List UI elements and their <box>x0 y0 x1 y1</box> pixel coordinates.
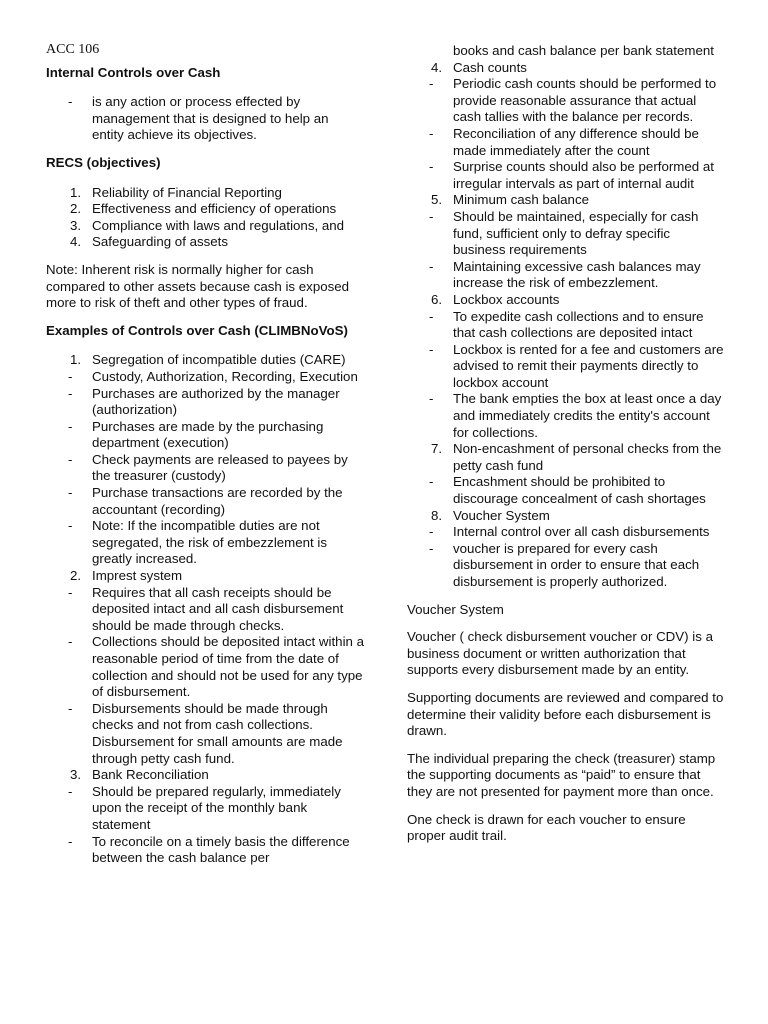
list-item-text: Surprise counts should also be performed at irregular intervals as part of internal audit <box>453 159 714 191</box>
dash-marker: - <box>429 208 434 224</box>
recs-item <box>46 234 364 251</box>
list-item-text: Should be prepared regularly, immediately upon the receipt of the monthly bank statement <box>92 783 341 832</box>
dash-marker: - <box>68 833 73 849</box>
dash-marker: - <box>68 584 73 600</box>
number-marker: 5. <box>431 192 443 208</box>
dash-marker: - <box>68 634 73 650</box>
list-item-text: Non-encashment of personal checks from the petty cash fund <box>453 441 722 473</box>
dash-marker: - <box>68 518 73 534</box>
list-item-text: Custody, Authorization, Recording, Execution <box>92 368 358 384</box>
list-item-text: Note: If the incompatible duties are not segregated, the risk of embezzlement is greatly increased. <box>92 518 328 567</box>
recs-item-text: Safeguarding of assets <box>92 234 229 250</box>
list-item-text: Internal control over all cash disbursements <box>453 524 710 540</box>
list-item <box>46 834 364 867</box>
voucher-paragraph: The individual preparing the check (treasurer) stamp the supporting documents as “paid” to ensure that they are not presented for payment more than once. <box>407 750 716 799</box>
list-item <box>407 259 725 292</box>
note-paragraph: Note: Inherent risk is normally higher for cash compared to other assets because cash is exposed more to risk of theft and other types of fraud. <box>46 261 350 311</box>
dash-marker: - <box>429 76 434 92</box>
list-item <box>46 94 364 144</box>
dash-marker: - <box>429 540 434 556</box>
list-item <box>407 441 725 474</box>
dash-marker: - <box>68 94 73 110</box>
list-item <box>407 159 725 192</box>
list-item <box>46 634 364 700</box>
dash-marker: - <box>68 385 73 401</box>
recs-item-text: Effectiveness and efficiency of operations <box>92 201 337 217</box>
list-item <box>46 568 364 585</box>
number-marker: 6. <box>431 291 443 307</box>
dash-marker: - <box>68 368 73 384</box>
dash-marker: - <box>429 159 434 175</box>
list-item <box>407 60 725 77</box>
list-item-text: Bank Reconciliation <box>92 767 209 783</box>
dash-marker: - <box>68 418 73 434</box>
list-item-text: Lockbox is rented for a fee and customers are advised to remit their payments directly to lockbox account <box>453 341 724 390</box>
voucher-paragraphs <box>407 602 725 845</box>
recs-title: RECS (objectives) <box>46 154 161 170</box>
list-item <box>407 209 725 259</box>
list-item-text: Purchases are made by the purchasing department (execution) <box>92 418 324 451</box>
section-title: Internal Controls over Cash <box>46 64 221 80</box>
dash-marker: - <box>68 783 73 799</box>
dash-marker: - <box>429 341 434 357</box>
dash-marker: - <box>429 125 434 141</box>
list-item-text: Reconciliation of any difference should be made immediately after the count <box>453 125 699 158</box>
list-item <box>407 309 725 342</box>
continuation-text: books and cash balance per bank statement <box>453 43 714 58</box>
left-column <box>46 42 364 867</box>
list-item <box>407 76 725 126</box>
recs-item <box>46 201 364 218</box>
list-item-text: Maintaining excessive cash balances may increase the risk of embezzlement. <box>453 258 701 291</box>
voucher-heading: Voucher System <box>407 601 504 617</box>
list-item-text: Minimum cash balance <box>453 192 589 208</box>
list-item-text: voucher is prepared for every cash disbursement in order to ensure that each disbursement is properly authorized. <box>453 540 700 589</box>
dash-marker: - <box>429 524 434 540</box>
list-item-text: Lockbox accounts <box>453 291 560 307</box>
list-item <box>407 342 725 392</box>
list-item <box>46 767 364 784</box>
list-item <box>46 784 364 834</box>
list-item <box>407 292 725 309</box>
voucher-paragraph: Voucher ( check disbursement voucher or CDV) is a business document or written authorization that supports every disbursement made by an entity. <box>407 629 713 678</box>
recs-item-text: Reliability of Financial Reporting <box>92 184 282 200</box>
list-item <box>407 508 725 525</box>
list-item <box>407 391 725 441</box>
dash-marker: - <box>68 451 73 467</box>
definition-text: is any action or process effected by management that is designed to help an entity achieve its objectives. <box>92 94 329 143</box>
list-item <box>46 352 364 369</box>
voucher-paragraph: Supporting documents are reviewed and compared to determine their validity before each disbursement is drawn. <box>407 689 724 739</box>
list-item-text: Imprest system <box>92 568 183 584</box>
list-item-text: Check payments are released to payees by the treasurer (custody) <box>92 451 348 484</box>
list-item-text: Collections should be deposited intact within a reasonable period of time from the date of collection and should not be used for any type of disbursement. <box>92 634 365 700</box>
dash-marker: - <box>429 474 434 490</box>
list-item-text: Segregation of incompatible duties (CARE) <box>92 352 346 368</box>
list-item-text: Should be maintained, especially for cash fund, sufficient only to defray specific business requirements <box>453 208 699 258</box>
recs-item-text: Compliance with laws and regulations, and <box>92 217 345 233</box>
controls-list <box>46 352 364 866</box>
list-item <box>46 701 364 767</box>
dash-marker: - <box>429 308 434 324</box>
list-item <box>46 369 364 386</box>
list-item <box>407 474 725 507</box>
number-marker: 3. <box>70 767 82 783</box>
dash-marker: - <box>429 391 434 407</box>
list-item-text: Purchases are authorized by the manager (authorization) <box>92 385 340 418</box>
dash-marker: - <box>68 485 73 501</box>
list-item-text: Cash counts <box>453 59 527 75</box>
list-item-text: Purchase transactions are recorded by the accountant (recording) <box>92 485 343 517</box>
course-code: ACC 106 <box>46 42 100 57</box>
number-marker: 2. <box>70 568 82 584</box>
list-item-text: To expedite cash collections and to ensure that cash collections are deposited intact <box>453 308 704 341</box>
number-marker: 2. <box>70 201 82 217</box>
number-marker: 1. <box>70 184 82 200</box>
number-marker: 3. <box>70 217 82 233</box>
list-item <box>407 541 725 591</box>
voucher-paragraph: One check is drawn for each voucher to ensure proper audit trail. <box>407 811 686 844</box>
list-item-text: Disbursements should be made through checks and not from cash collections. Disbursement for small amounts are made through petty cash fund. <box>92 700 343 766</box>
dash-marker: - <box>68 700 73 716</box>
list-item-text: To reconcile on a timely basis the difference between the cash balance per <box>92 833 350 866</box>
recs-item <box>46 218 364 235</box>
right-column <box>407 43 725 856</box>
list-item-text: Periodic cash counts should be performed to provide reasonable assurance that actual cash tallies with the balance per records. <box>453 76 717 125</box>
list-item <box>46 419 364 452</box>
list-item-text: Requires that all cash receipts should be deposited intact and all cash disbursement should be made through checks. <box>92 584 344 633</box>
examples-title: Examples of Controls over Cash (CLIMBNoVoS) <box>46 322 348 338</box>
list-item <box>407 192 725 209</box>
list-item-text: Encashment should be prohibited to discourage concealment of cash shortages <box>453 474 706 507</box>
number-marker: 4. <box>431 59 443 75</box>
recs-list <box>46 185 364 251</box>
number-marker: 1. <box>70 352 82 368</box>
list-item-text: Voucher System <box>453 507 550 523</box>
list-item <box>407 126 725 159</box>
list-item <box>46 585 364 635</box>
list-item <box>407 524 725 541</box>
number-marker: 4. <box>70 234 82 250</box>
list-item <box>46 518 364 568</box>
number-marker: 7. <box>431 441 443 457</box>
list-item-text: The bank empties the box at least once a day and immediately credits the entity's account for collections. <box>453 391 722 440</box>
number-marker: 8. <box>431 507 443 523</box>
definition-list <box>46 94 364 144</box>
recs-item <box>46 185 364 202</box>
continuation-item <box>407 43 725 60</box>
list-item <box>46 386 364 419</box>
list-item <box>46 485 364 518</box>
dash-marker: - <box>429 258 434 274</box>
list-item <box>46 452 364 485</box>
controls-list-continued <box>407 60 725 591</box>
